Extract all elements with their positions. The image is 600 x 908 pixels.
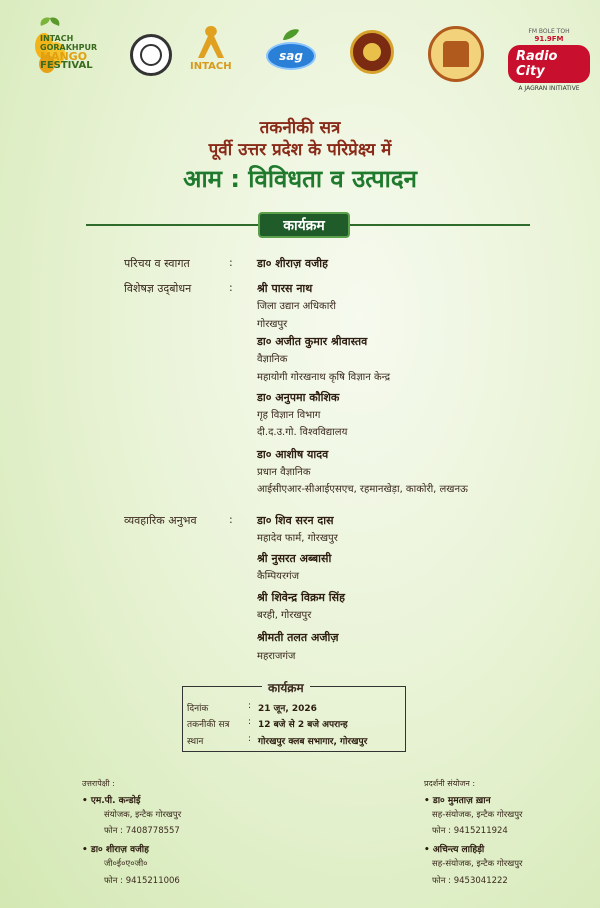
program-heading: कार्यक्रम bbox=[258, 212, 350, 238]
intach-logo bbox=[190, 24, 232, 72]
speaker-name: डा० अनुपमा कौशिक bbox=[257, 391, 340, 404]
speaker-detail: गृह विज्ञान विभाग bbox=[257, 410, 321, 421]
speaker-name: श्री शिवेन्द्र विक्रम सिंह bbox=[257, 591, 345, 604]
contact-detail: सह-संयोजक, इन्टैक गोरखपुर bbox=[432, 859, 523, 869]
university-logo bbox=[428, 26, 484, 82]
festival-text-3: MANGO bbox=[40, 50, 88, 63]
festival-text-1: INTACH bbox=[40, 34, 74, 43]
festival-text-2: GORAKHPUR bbox=[40, 43, 98, 52]
radio-name: Radio City bbox=[508, 45, 590, 83]
contact-name: • डा० शीराज़ वजीह bbox=[82, 845, 149, 855]
contact-name: • एम.पी. कन्डोई bbox=[82, 796, 141, 806]
schedule-venue-label: स्थान bbox=[187, 737, 204, 747]
radio-frequency: 91.9FM bbox=[534, 35, 564, 43]
speaker-detail: आईसीएआर-सीआईएसएच, रहमानखेड़ा, काकोरी, लखनऊ bbox=[257, 484, 468, 495]
gorakhpur-club-logo bbox=[350, 30, 394, 74]
schedule-colon: : bbox=[248, 717, 252, 727]
speaker-detail: महराजगंज bbox=[257, 651, 296, 662]
sag-label: sag bbox=[266, 42, 316, 70]
speaker-detail: वैज्ञानिक bbox=[257, 354, 288, 365]
schedule-time-value: 12 बजे से 2 बजे अपरान्ह bbox=[258, 720, 348, 730]
footer-right-heading: प्रदर्शनी संयोजन : bbox=[424, 779, 476, 788]
speaker-detail: जिला उद्यान अधिकारी bbox=[257, 301, 336, 312]
schedule-venue-value: गोरखपुर क्लब सभागार, गोरखपुर bbox=[258, 737, 368, 747]
schedule-date-label: दिनांक bbox=[187, 704, 209, 714]
practical-colon: : bbox=[229, 513, 233, 526]
main-title: आम : विविधता व उत्पादन bbox=[183, 165, 417, 193]
speaker-detail: महादेव फार्म, गोरखपुर bbox=[257, 533, 338, 544]
schedule-date-value: 21 जून, 2026 bbox=[258, 704, 317, 714]
contact-detail: जी०ई०ए०जी० bbox=[104, 859, 148, 869]
schedule-colon: : bbox=[248, 734, 252, 744]
practical-label: व्यवहारिक अनुभव bbox=[124, 514, 197, 527]
festival-text-4: FESTIVAL bbox=[40, 60, 93, 71]
welcome-name: डा० शीराज़ वजीह bbox=[257, 257, 328, 270]
up-govt-seal-logo bbox=[130, 34, 172, 76]
speaker-name: श्रीमती तलत अजीज़ bbox=[257, 631, 339, 644]
contact-phone: फोन : 9415211924 bbox=[432, 826, 508, 836]
contact-name: • अचिन्त्य लाहिड़ी bbox=[424, 845, 485, 855]
schedule-title: कार्यक्रम bbox=[262, 679, 310, 696]
speaker-detail: प्रधान वैज्ञानिक bbox=[257, 467, 311, 478]
gorakhpur-mango-festival-logo bbox=[10, 14, 98, 74]
radio-city-logo bbox=[508, 28, 590, 92]
contact-phone: फोन : 9453041222 bbox=[432, 876, 508, 886]
speaker-name: श्री नुसरत अब्बासी bbox=[257, 552, 332, 565]
speaker-name: डा० आशीष यादव bbox=[257, 448, 329, 461]
intach-emblem-icon bbox=[194, 24, 228, 60]
speaker-detail: बरही, गोरखपुर bbox=[257, 610, 312, 621]
contact-phone: फोन : 9415211006 bbox=[104, 876, 180, 886]
radio-tagline: FM BOLE TOH bbox=[528, 28, 570, 35]
speaker-name: डा० अजीत कुमार श्रीवास्तव bbox=[257, 335, 368, 348]
expert-colon: : bbox=[229, 281, 233, 294]
contact-detail: सह-संयोजक, इन्टैक गोरखपुर bbox=[432, 810, 523, 820]
contact-detail: संयोजक, इन्टैक गोरखपुर bbox=[104, 810, 182, 820]
session-subtitle: पूर्वी उत्तर प्रदेश के परिप्रेक्ष्य में bbox=[208, 140, 392, 160]
speaker-detail: कैम्पियरगंज bbox=[257, 571, 300, 582]
schedule-time-label: तकनीकी सत्र bbox=[187, 720, 230, 730]
welcome-colon: : bbox=[229, 256, 233, 269]
contact-name: • डा० मुमताज़ ख़ान bbox=[424, 796, 491, 806]
speaker-detail: गोरखपुर bbox=[257, 319, 288, 330]
schedule-colon: : bbox=[248, 701, 252, 711]
radio-subtitle: A JAGRAN INITIATIVE bbox=[518, 85, 580, 92]
welcome-label: परिचय व स्वागत bbox=[124, 257, 190, 270]
leaf-icon bbox=[281, 28, 301, 42]
contact-phone: फोन : 7408778557 bbox=[104, 826, 180, 836]
speaker-name: श्री पारस नाथ bbox=[257, 282, 313, 295]
expert-label: विशेषज्ञ उद्‌बोधन bbox=[124, 282, 192, 295]
speaker-detail: महायोगी गोरखनाथ कृषि विज्ञान केन्द्र bbox=[257, 372, 391, 383]
speaker-name: डा० शिव सरन दास bbox=[257, 514, 334, 527]
sag-logo bbox=[266, 28, 316, 70]
footer-left-heading: उत्तरापेक्षी : bbox=[82, 779, 115, 788]
speaker-detail: दी.द.उ.गो. विश्वविद्यालय bbox=[257, 427, 348, 438]
logo-row bbox=[10, 14, 590, 92]
intach-label: INTACH bbox=[190, 61, 232, 72]
session-title: तकनीकी सत्र bbox=[259, 118, 341, 138]
